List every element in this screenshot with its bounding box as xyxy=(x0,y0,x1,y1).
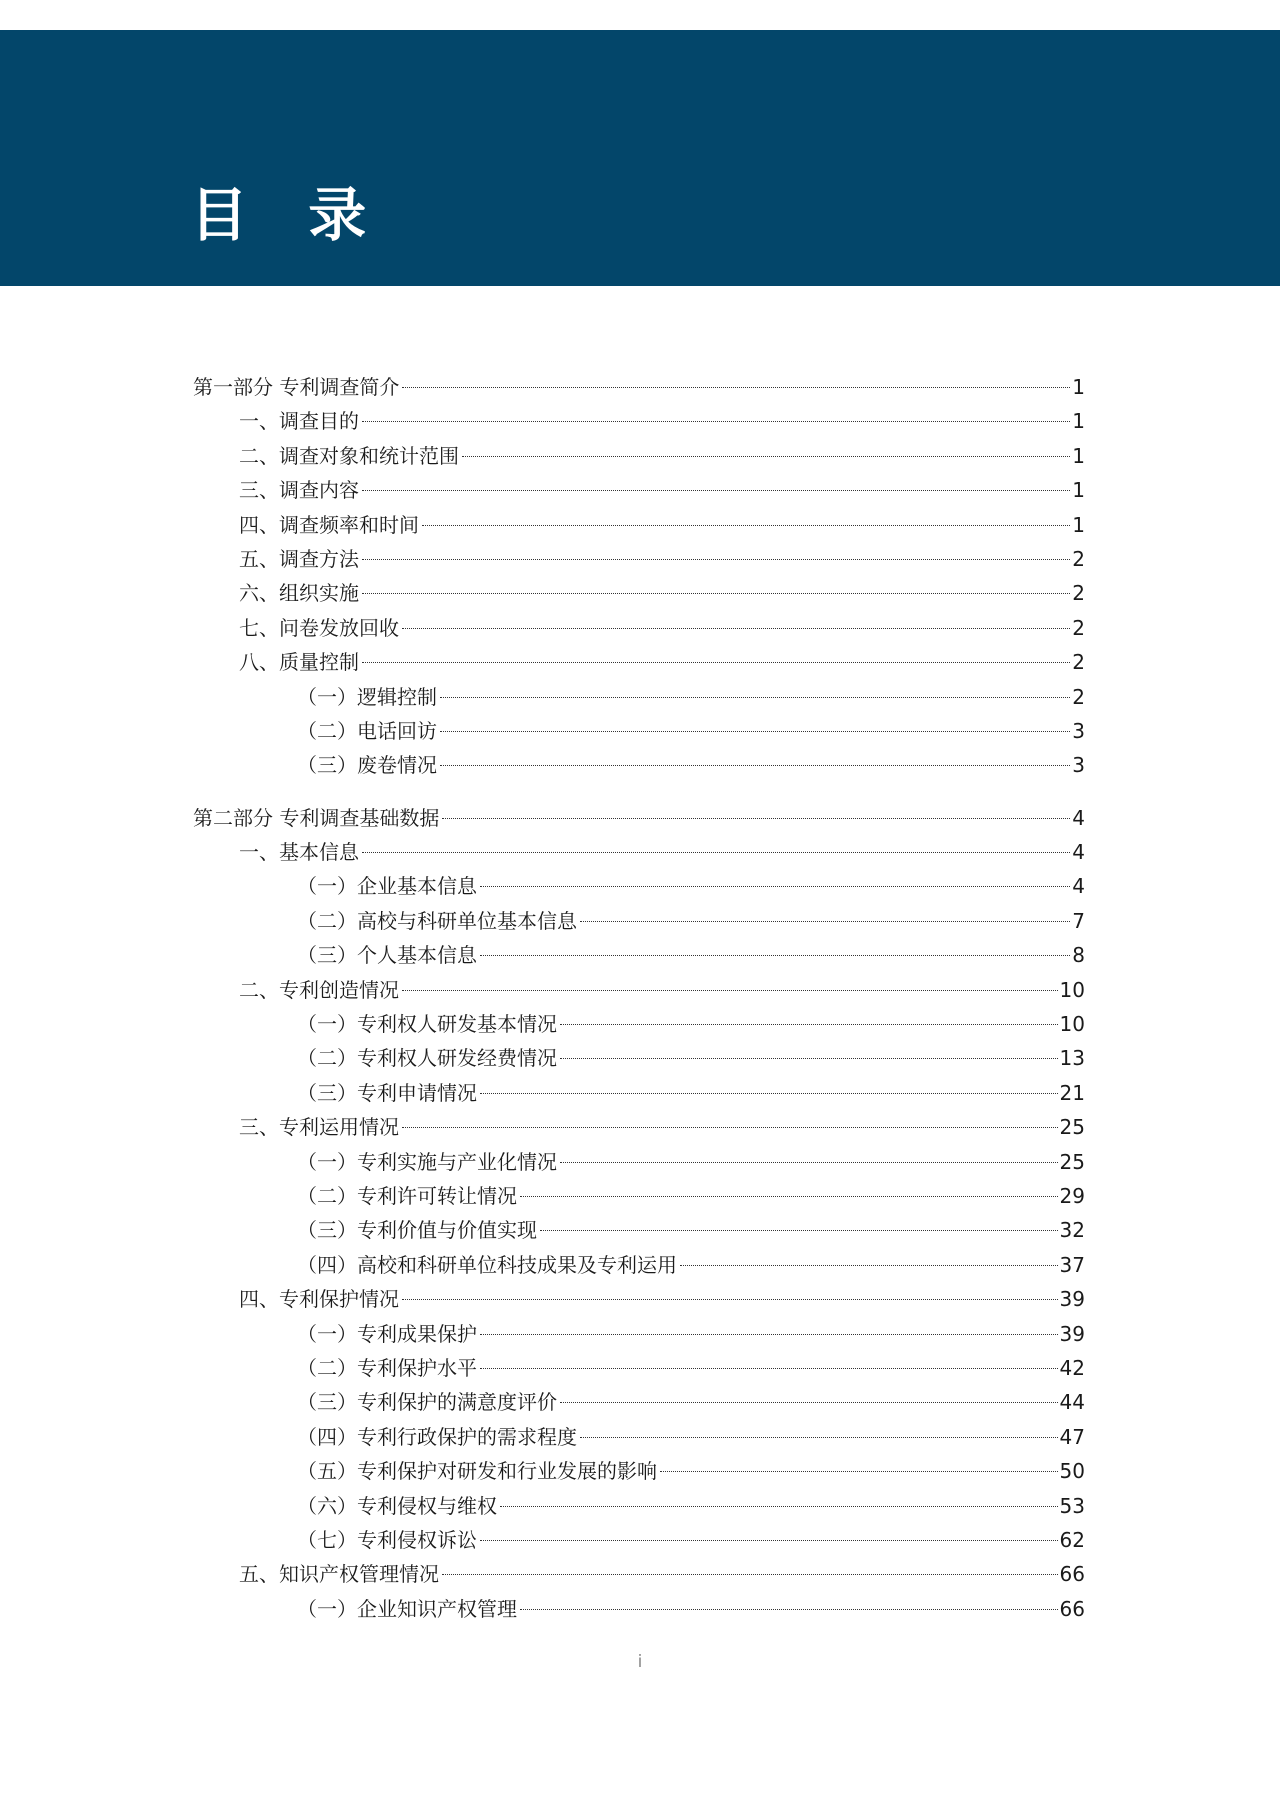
toc-dot-leader xyxy=(362,662,1070,663)
toc-entry-label: 六、组织实施 xyxy=(239,581,359,606)
toc-entry-label: （三）专利价值与价值实现 xyxy=(297,1218,537,1243)
toc-dot-leader xyxy=(520,1609,1058,1610)
toc-entry-page-number: 13 xyxy=(1059,1046,1085,1071)
toc-part xyxy=(193,801,1085,1626)
toc-entry-label: （一）逻辑控制 xyxy=(297,684,437,709)
toc-entry-page-number: 44 xyxy=(1059,1390,1085,1415)
toc-entry-label: 一、调查目的 xyxy=(239,409,359,434)
toc-entry-page-number: 29 xyxy=(1059,1183,1085,1208)
toc-entry-page-number: 25 xyxy=(1059,1149,1085,1174)
toc-entry-page-number: 39 xyxy=(1059,1321,1085,1346)
page-title: 目 录 xyxy=(190,181,387,249)
toc-subsection-entry[interactable] xyxy=(193,1007,1085,1041)
toc-dot-leader xyxy=(440,731,1070,732)
toc-entry-page-number: 32 xyxy=(1059,1218,1085,1243)
toc-entry-label: （一）企业基本信息 xyxy=(297,874,477,899)
toc-dot-leader xyxy=(560,1162,1058,1163)
toc-entry-label: （六）专利侵权与维权 xyxy=(297,1493,497,1518)
toc-dot-leader xyxy=(680,1265,1058,1266)
toc-dot-leader xyxy=(362,852,1070,853)
toc-subsection-entry[interactable] xyxy=(193,1145,1085,1179)
toc-section-entry[interactable] xyxy=(193,1557,1085,1591)
toc-entry-page-number: 39 xyxy=(1059,1287,1085,1312)
toc-dot-leader xyxy=(402,628,1070,629)
toc-dot-leader xyxy=(580,921,1070,922)
toc-entry-page-number: 8 xyxy=(1072,943,1085,968)
toc-entry-page-number: 1 xyxy=(1072,409,1085,434)
toc-part-entry[interactable] xyxy=(193,801,1085,835)
toc-entry-label: 四、专利保护情况 xyxy=(239,1287,399,1312)
toc-entry-page-number: 53 xyxy=(1059,1493,1085,1518)
toc-entry-page-number: 2 xyxy=(1072,650,1085,675)
toc-entry-label: （二）专利权人研发经费情况 xyxy=(297,1046,557,1071)
toc-dot-leader xyxy=(362,490,1070,491)
toc-dot-leader xyxy=(480,1093,1058,1094)
page-number: i xyxy=(637,1652,643,1672)
toc-entry-page-number: 1 xyxy=(1072,478,1085,503)
toc-subsection-entry[interactable] xyxy=(193,904,1085,938)
toc-dot-leader xyxy=(362,593,1070,594)
toc-section-entry[interactable] xyxy=(193,508,1085,542)
toc-subsection-entry[interactable] xyxy=(193,938,1085,972)
toc-entry-label: 第一部分 专利调查简介 xyxy=(193,375,400,399)
toc-entry-page-number: 1 xyxy=(1072,512,1085,537)
toc-part xyxy=(193,370,1085,783)
toc-entry-page-number: 2 xyxy=(1072,615,1085,640)
toc-entry-label: 四、调查频率和时间 xyxy=(239,512,419,537)
toc-subsection-entry[interactable] xyxy=(193,1420,1085,1454)
toc-entry-page-number: 2 xyxy=(1072,684,1085,709)
toc-entry-page-number: 4 xyxy=(1072,874,1085,899)
toc-entry-page-number: 3 xyxy=(1072,753,1085,778)
toc-entry-label: （三）个人基本信息 xyxy=(297,943,477,968)
toc-dot-leader xyxy=(560,1058,1058,1059)
toc-dot-leader xyxy=(462,456,1070,457)
toc-entry-label: 八、质量控制 xyxy=(239,650,359,675)
toc-entry-label: （五）专利保护对研发和行业发展的影响 xyxy=(297,1459,657,1484)
toc-part-entry[interactable] xyxy=(193,370,1085,404)
toc-dot-leader xyxy=(402,1299,1058,1300)
toc-entry-label: （三）专利保护的满意度评价 xyxy=(297,1390,557,1415)
toc-section-entry[interactable] xyxy=(193,1110,1085,1144)
toc-entry-page-number: 7 xyxy=(1072,908,1085,933)
toc-entry-label: （一）专利权人研发基本情况 xyxy=(297,1012,557,1037)
toc-dot-leader xyxy=(480,886,1070,887)
toc-dot-leader xyxy=(362,559,1070,560)
toc-section-entry[interactable] xyxy=(193,611,1085,645)
toc-entry-label: 第二部分 专利调查基础数据 xyxy=(193,805,440,830)
toc-subsection-entry[interactable] xyxy=(193,1523,1085,1557)
toc-subsection-entry[interactable] xyxy=(193,1213,1085,1247)
toc-entry-page-number: 50 xyxy=(1059,1459,1085,1484)
toc-entry-page-number: 4 xyxy=(1072,805,1085,830)
toc-entry-label: （四）专利行政保护的需求程度 xyxy=(297,1424,577,1449)
toc-subsection-entry[interactable] xyxy=(193,680,1085,714)
toc-entry-label: （一）专利成果保护 xyxy=(297,1321,477,1346)
toc-entry-label: （一）专利实施与产业化情况 xyxy=(297,1149,557,1174)
toc-dot-leader xyxy=(440,765,1070,766)
toc-dot-leader xyxy=(480,1368,1058,1369)
toc-entry-page-number: 10 xyxy=(1059,977,1085,1002)
toc-subsection-entry[interactable] xyxy=(193,869,1085,903)
toc-dot-leader xyxy=(580,1437,1058,1438)
toc-entry-label: 三、调查内容 xyxy=(239,478,359,503)
toc-entry-label: 一、基本信息 xyxy=(239,840,359,865)
toc-section-entry[interactable] xyxy=(193,404,1085,438)
toc-subsection-entry[interactable] xyxy=(193,1351,1085,1385)
toc-subsection-entry[interactable] xyxy=(193,1041,1085,1075)
toc-section-entry[interactable] xyxy=(193,576,1085,610)
toc-entry-label: （七）专利侵权诉讼 xyxy=(297,1527,477,1552)
toc-section-entry[interactable] xyxy=(193,645,1085,679)
toc-entry-page-number: 21 xyxy=(1059,1080,1085,1105)
toc-subsection-entry[interactable] xyxy=(193,1179,1085,1213)
toc-entry-label: 二、专利创造情况 xyxy=(239,977,399,1002)
toc-dot-leader xyxy=(402,387,1070,388)
toc-dot-leader xyxy=(440,697,1070,698)
toc-entry-label: （三）专利申请情况 xyxy=(297,1080,477,1105)
toc-subsection-entry[interactable] xyxy=(193,1248,1085,1282)
toc-subsection-entry[interactable] xyxy=(193,1489,1085,1523)
toc-entry-label: 二、调查对象和统计范围 xyxy=(239,443,459,468)
toc-dot-leader xyxy=(362,421,1070,422)
toc-dot-leader xyxy=(480,1540,1058,1541)
toc-entry-page-number: 25 xyxy=(1059,1115,1085,1140)
toc-entry-label: （二）专利许可转让情况 xyxy=(297,1183,517,1208)
toc-entry-label: （二）高校与科研单位基本信息 xyxy=(297,908,577,933)
toc-entry-page-number: 47 xyxy=(1059,1424,1085,1449)
toc-entry-label: （一）企业知识产权管理 xyxy=(297,1596,517,1621)
toc-dot-leader xyxy=(480,1334,1058,1335)
toc-dot-leader xyxy=(422,525,1070,526)
toc-entry-label: （二）电话回访 xyxy=(297,718,437,743)
toc-entry-page-number: 37 xyxy=(1059,1252,1085,1277)
toc-dot-leader xyxy=(442,1574,1058,1575)
toc-entry-label: 五、知识产权管理情况 xyxy=(239,1562,439,1587)
toc-entry-page-number: 2 xyxy=(1072,546,1085,571)
toc-dot-leader xyxy=(540,1230,1058,1231)
toc-entry-page-number: 10 xyxy=(1059,1012,1085,1037)
toc-entry-label: （二）专利保护水平 xyxy=(297,1355,477,1380)
toc-entry-label: （四）高校和科研单位科技成果及专利运用 xyxy=(297,1252,677,1277)
toc-entry-page-number: 2 xyxy=(1072,581,1085,606)
toc-entry-page-number: 1 xyxy=(1072,375,1085,399)
toc-entry-page-number: 66 xyxy=(1059,1596,1085,1621)
toc-dot-leader xyxy=(660,1471,1058,1472)
toc-dot-leader xyxy=(520,1196,1058,1197)
toc-dot-leader xyxy=(480,955,1070,956)
table-of-contents xyxy=(193,370,1085,1626)
toc-entry-label: 七、问卷发放回收 xyxy=(239,615,399,640)
toc-dot-leader xyxy=(560,1024,1058,1025)
toc-dot-leader xyxy=(442,818,1070,819)
toc-entry-label: 五、调查方法 xyxy=(239,546,359,571)
toc-entry-label: （三）废卷情况 xyxy=(297,753,437,778)
toc-subsection-entry[interactable] xyxy=(193,1317,1085,1351)
toc-section-entry[interactable] xyxy=(193,439,1085,473)
toc-entry-page-number: 62 xyxy=(1059,1527,1085,1552)
toc-subsection-entry[interactable] xyxy=(193,1385,1085,1419)
toc-section-entry[interactable] xyxy=(193,1282,1085,1316)
toc-entry-page-number: 66 xyxy=(1059,1562,1085,1587)
toc-section-entry[interactable] xyxy=(193,473,1085,507)
toc-section-entry[interactable] xyxy=(193,835,1085,869)
toc-entry-page-number: 3 xyxy=(1072,718,1085,743)
toc-dot-leader xyxy=(560,1402,1058,1403)
toc-entry-label: 三、专利运用情况 xyxy=(239,1115,399,1140)
toc-entry-page-number: 4 xyxy=(1072,840,1085,865)
toc-section-entry[interactable] xyxy=(193,542,1085,576)
toc-section-entry[interactable] xyxy=(193,973,1085,1007)
toc-subsection-entry[interactable] xyxy=(193,1592,1085,1626)
toc-dot-leader xyxy=(402,1127,1058,1128)
toc-subsection-entry[interactable] xyxy=(193,1076,1085,1110)
toc-dot-leader xyxy=(500,1506,1058,1507)
toc-entry-page-number: 42 xyxy=(1059,1355,1085,1380)
toc-entry-page-number: 1 xyxy=(1072,443,1085,468)
toc-subsection-entry[interactable] xyxy=(193,748,1085,782)
toc-subsection-entry[interactable] xyxy=(193,714,1085,748)
toc-subsection-entry[interactable] xyxy=(193,1454,1085,1488)
toc-dot-leader xyxy=(402,990,1058,991)
